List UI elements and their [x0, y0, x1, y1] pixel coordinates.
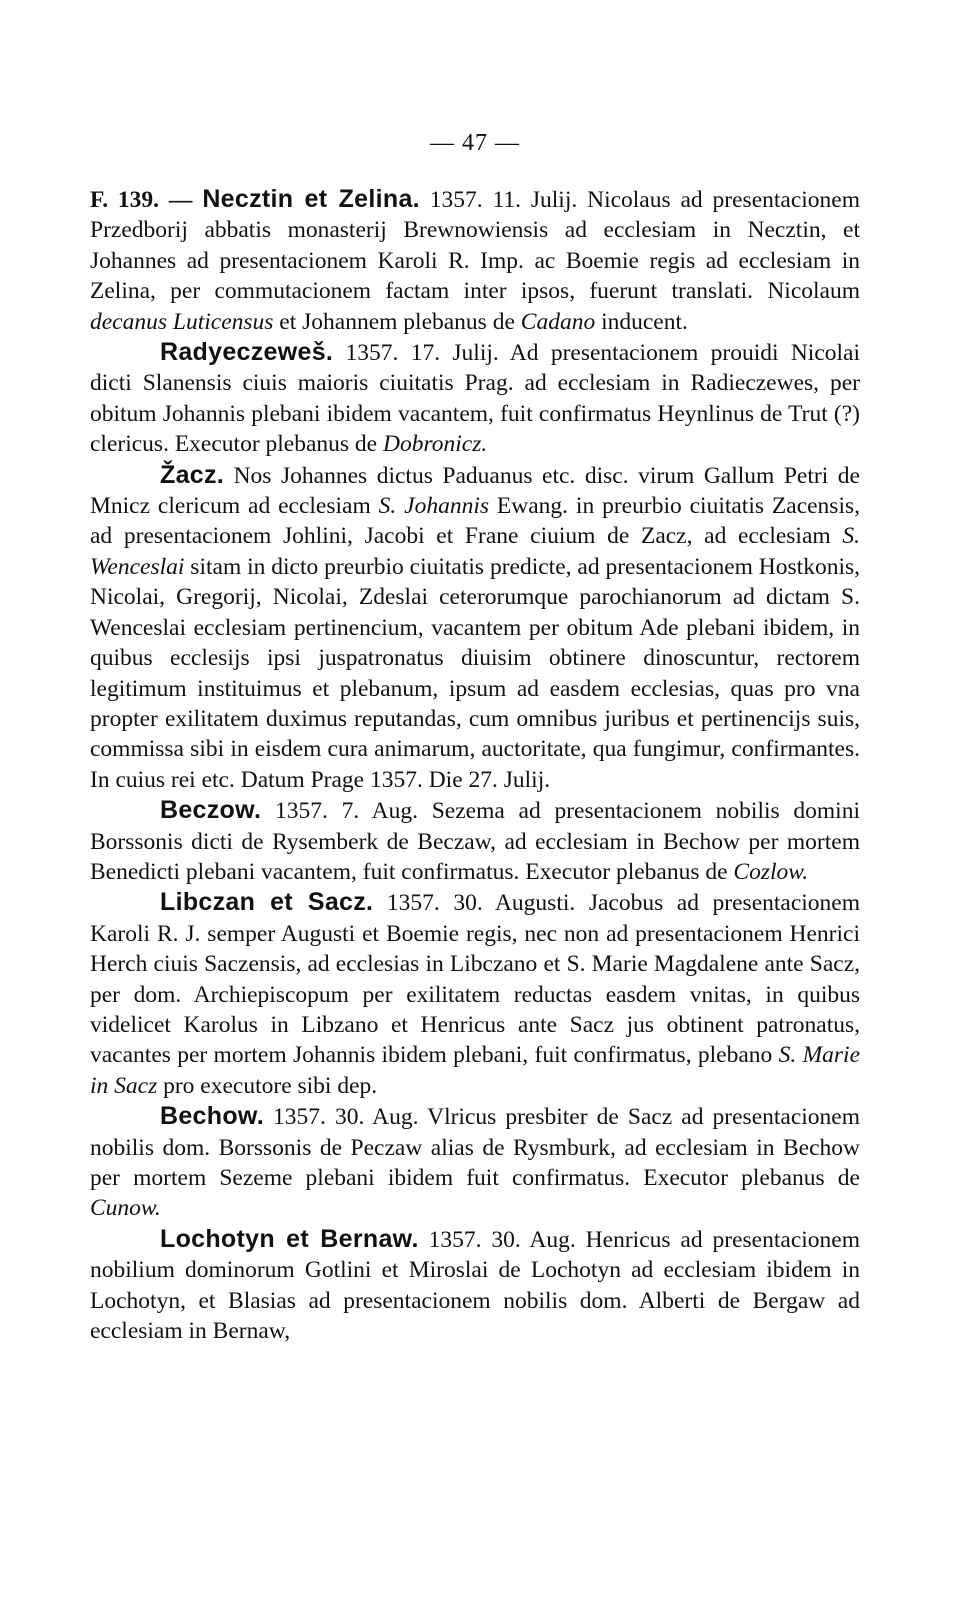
entry-radyeczewes — [90, 337, 860, 460]
entry-text: 1357. 17. Julij. Ad presentacionem prouidi Nicolai dicti Slanensis ciuis maioris ciuitatis Prag. ad ecclesiam in Radieczewes, per obitum Johannis plebani ibidem vacantem, fuit confirmatus Heynlinus de Trut (?) clericus. Executor plebanus de — [90, 340, 860, 458]
entry-heading: Beczow. — [160, 796, 262, 825]
entry-text: 1357. 30. Aug. Vlricus presbiter de Sacz ad presentacionem nobilis dom. Borssonis de Peczaw alias de Rysmburk, ad ecclesiam in Bechow per mortem Sezeme plebani ibidem fuit confirmatus. Executor plebanus de — [90, 1104, 860, 1191]
entry-text-italic: S. Johannis — [378, 493, 490, 520]
entry-text: 1357. 7. Aug. Sezema ad presentacionem nobilis domini Borssonis dicti de Rysemberk de Beczaw, ad ecclesiam in Bechow per mortem Benedicti plebani vacantem, fuit confirmatus. Executor plebanus de — [90, 798, 860, 885]
entry-text-italic: Cozlow. — [733, 858, 809, 885]
entry-text: inducent. — [595, 308, 688, 335]
entry-heading: Lochotyn et Bernaw. — [160, 1224, 419, 1253]
entry-text: et Johannem plebanus de — [273, 308, 521, 335]
entry-bechow — [90, 1101, 860, 1224]
entry-text: 1357. 11. Julij. Nicolaus ad presentacionem Przedborij abbatis monasterij Brewnowiensis ad ecclesiam in Necztin, et Johannes ad presentacionem Karoli R. Imp. ac Boemie regis ad ecclesiam in Zelina, per commutacionem factam inter ipsos, fuerunt translati. Nicolaum — [90, 187, 860, 305]
entry-text: pro executore sibi dep. — [157, 1072, 378, 1099]
entry-text-italic: S. Wenceslai — [90, 523, 860, 580]
book-page — [90, 128, 860, 1346]
entry-heading: Žacz. — [160, 460, 225, 489]
entry-heading: Bechow. — [160, 1102, 264, 1131]
entry-zacz — [90, 460, 860, 795]
entry-code: F. 139. — — [90, 187, 193, 213]
entry-beczow — [90, 795, 860, 887]
entry-text: 1357. 30. Augusti. Jacobus ad presentacionem Karoli R. J. semper Augusti et Boemie regis, nec non ad presentacionem Henrici Herch ciuis Saczensis, ad ecclesias in Libczano et S. Marie Magdalene ante Sacz, per dom. Archiepiscopum per exilitatem reductas easdem vnitas, in quibus videlicet Karolus in Libzano et Henricus ante Sacz jus obtinent patronatus, vacantes per mortem Johannis ibidem plebani, fuit confirmatus, plebano — [90, 890, 861, 1069]
entry-text-italic: decanus Luticensus — [90, 308, 274, 335]
entry-text: sitam in dicto preurbio ciuitatis predicte, ad presentacionem Hostkonis, Nicolai, Gregorij, Nicolai, Zdeslai ceterorumque parochianorum ad dictam S. Wenceslai ecclesiam pertinencium, vacantem per obitum Ade plebani ibidem, in quibus ecclesijs ipsi juspatronatus diuisim obtinere dinoscuntur, rectorem legitimum instituimus et plebanum, ipsum ad easdem ecclesias, quas pro vna propter exilitatem duximus reputandas, cum omnibus juribus et pertinencijs suis, commissa sibi in eisdem cura animarum, auctoritate, qua fungimur, confirmantes. In cuius rei etc. Datum Prage 1357. Die 27. Julij. — [90, 553, 860, 793]
entry-heading: Necztin et Zelina. — [202, 185, 420, 213]
entry-text-italic: S. Marie in Sacz — [90, 1042, 861, 1099]
entry-text-italic: Dobronicz. — [382, 431, 488, 458]
page-number: — 47 — — [430, 130, 520, 156]
entry-lochotyn — [90, 1224, 860, 1347]
entry-heading: Libczan et Sacz. — [160, 888, 374, 917]
entry-text-italic: Cadano — [520, 308, 596, 335]
entry-libczan — [90, 887, 860, 1101]
entry-heading: Radyeczeweš. — [160, 338, 334, 367]
entry-text: 1357. 30. Aug. Henricus ad presentacionem nobilium dominorum Gotlini et Miroslai de Lochotyn ad ecclesiam ibidem in Lochotyn, et Blasias ad presentacionem nobilis dom. Alberti de Bergaw ad ecclesiam in Bernaw, — [90, 1226, 860, 1345]
entry-text: Ewang. in preurbio ciuitatis Zacensis, ad presentacionem Johlini, Jacobi et Frane ciuium de Zacz, ad ecclesiam — [90, 493, 860, 550]
entry-necztin — [90, 184, 860, 337]
entry-text: Nos Johannes dictus Paduanus etc. disc. virum Gallum Petri de Mnicz clericum ad ecclesiam — [90, 462, 860, 520]
entry-text-italic: Cunow. — [90, 1195, 161, 1222]
